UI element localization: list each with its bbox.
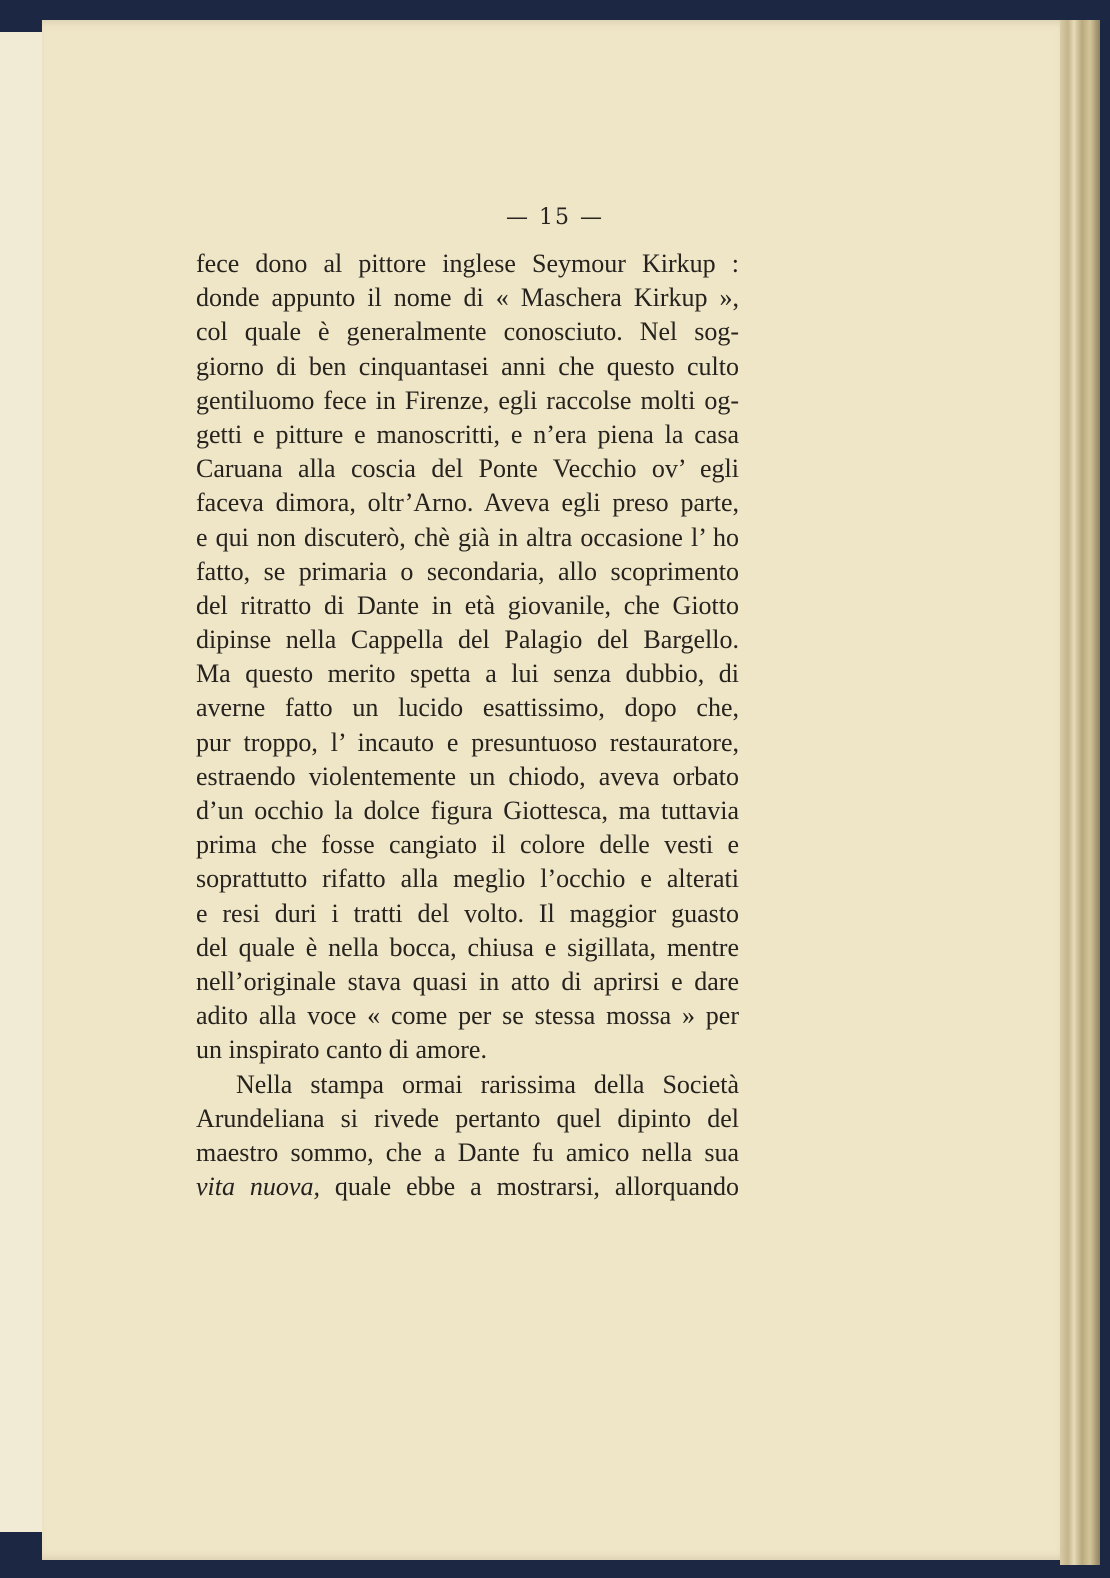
text-line: faceva dimora, oltr’Arno. Aveva egli preso parte,	[196, 488, 739, 518]
facing-page-edge	[0, 32, 43, 1532]
text-line: giorno di ben cinquantasei anni che questo culto	[196, 351, 739, 381]
text-line: d’un occhio la dolce figura Giottesca, ma tuttavia	[196, 796, 739, 825]
text-line: prima che fosse cangiato il colore delle vesti e	[196, 830, 739, 860]
text-line: Arundeliana si rivede pertanto quel dipinto del	[196, 1103, 739, 1133]
page-number: — 15 —	[506, 205, 604, 230]
text-line: fece dono al pittore inglese Seymour Kirkup :	[196, 249, 739, 278]
text-line: averne fatto un lucido esattissimo, dopo che,	[196, 693, 739, 723]
text-line: Ma questo merito spetta a lui senza dubbio, di	[196, 659, 739, 689]
text-line: maestro sommo, che a Dante fu amico nella sua	[196, 1137, 739, 1167]
text-line: Caruana alla coscia del Ponte Vecchio ov’ egli	[196, 454, 739, 484]
text-line: getti e pitture e manoscritti, e n’era piena la casa	[196, 419, 739, 449]
text-line: pur troppo, l’ incauto e presuntuoso restauratore,	[196, 727, 739, 757]
text-line: dipinse nella Cappella del Palagio del Bargello.	[196, 625, 739, 655]
text-line: e qui non discuterò, chè già in altra occasione l’ ho	[196, 522, 739, 552]
body-text	[196, 247, 739, 1204]
italic-title: vita nuova,	[196, 1172, 320, 1202]
text-line: col quale è generalmente conosciuto. Nel sog-	[196, 317, 739, 347]
text-line: un inspirato canto di amore.	[196, 1035, 487, 1065]
text-line: estraendo violentemente un chiodo, aveva orbato	[196, 761, 739, 791]
line-rest: quale ebbe a mostrarsi, allorquando	[319, 1172, 740, 1202]
text-line: adito alla voce « come per se stessa mossa » per	[196, 1001, 739, 1031]
text-line: fatto, se primaria o secondaria, allo scoprimento	[196, 556, 739, 586]
page-block-edges	[1060, 20, 1100, 1565]
text-line: nell’originale stava quasi in atto di aprirsi e dare	[196, 966, 739, 996]
text-line: soprattutto rifatto alla meglio l’occhio e alterati	[196, 864, 739, 894]
text-line	[196, 1170, 739, 1204]
text-line: gentiluomo fece in Firenze, egli raccolse molti og-	[196, 385, 739, 415]
text-line: del quale è nella bocca, chiusa e sigillata, mentre	[196, 932, 739, 962]
text-line: donde appunto il nome di « Maschera Kirkup »,	[196, 283, 739, 313]
text-line: Nella stampa ormai rarissima della Società	[236, 1069, 739, 1099]
text-line: del ritratto di Dante in età giovanile, che Giotto	[196, 590, 739, 620]
text-line: e resi duri i tratti del volto. Il maggior guasto	[196, 898, 739, 928]
